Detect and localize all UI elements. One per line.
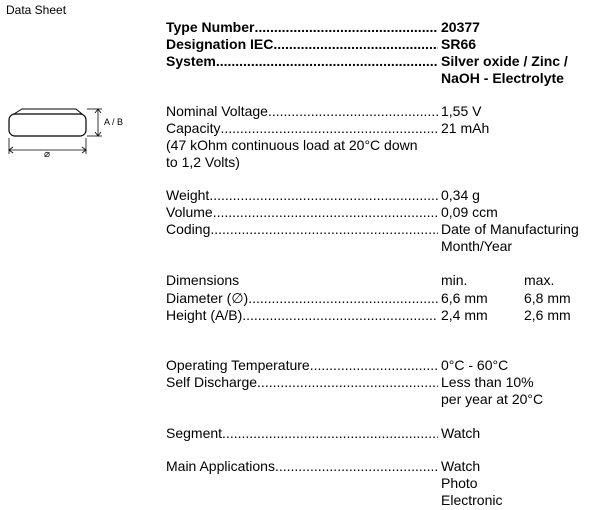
voltage-row bbox=[166, 103, 438, 120]
coding-row bbox=[166, 221, 438, 238]
volume-row bbox=[166, 204, 438, 221]
weight-value: 0,34 g bbox=[441, 187, 480, 203]
coding-label: Coding bbox=[166, 221, 211, 237]
height-max: 2,6 mm bbox=[524, 307, 571, 323]
coding-value: Date of Manufacturing bbox=[441, 221, 579, 237]
type-number-row bbox=[166, 19, 438, 36]
type-number-value: 20377 bbox=[441, 19, 480, 35]
dimensions-min-header: min. bbox=[441, 272, 468, 288]
battery-diagram bbox=[4, 100, 134, 162]
system-value: Silver oxide / Zinc / bbox=[441, 53, 568, 69]
discharge-label: Self Discharge bbox=[166, 374, 258, 390]
application-item: Watch bbox=[441, 458, 481, 474]
system-row bbox=[166, 53, 438, 70]
voltage-value: 1,55 V bbox=[441, 103, 482, 119]
height-min: 2,4 mm bbox=[441, 307, 488, 323]
application-item: Photo bbox=[441, 475, 478, 491]
voltage-label: Nominal Voltage bbox=[166, 103, 268, 119]
segment-label: Segment bbox=[166, 425, 223, 441]
coding-value-line2: Month/Year bbox=[441, 238, 513, 254]
application-item: Electronic bbox=[441, 492, 503, 508]
applications-label: Main Applications bbox=[166, 458, 275, 474]
system-label: System bbox=[166, 53, 216, 69]
height-label: Height (A/B) bbox=[166, 307, 243, 323]
volume-value: 0,09 ccm bbox=[441, 204, 498, 220]
dimensions-heading: Dimensions bbox=[166, 272, 240, 288]
diameter-min: 6,6 mm bbox=[441, 290, 488, 306]
page-header-title: Data Sheet bbox=[6, 3, 67, 17]
temperature-value: 0°C - 60°C bbox=[441, 357, 509, 373]
temperature-row bbox=[166, 357, 438, 374]
weight-row bbox=[166, 187, 438, 204]
diagram-height-label: A / B bbox=[104, 117, 124, 127]
diameter-row bbox=[166, 290, 438, 307]
diameter-label: Diameter (∅) bbox=[166, 290, 249, 306]
discharge-value: Less than 10% bbox=[441, 374, 534, 390]
diameter-max: 6,8 mm bbox=[524, 290, 571, 306]
weight-label: Weight bbox=[166, 187, 210, 203]
height-row bbox=[166, 307, 438, 324]
discharge-value-line2: per year at 20°C bbox=[441, 391, 544, 407]
segment-value: Watch bbox=[441, 425, 481, 441]
applications-row bbox=[166, 458, 438, 475]
capacity-note-line2: to 1,2 Volts) bbox=[166, 154, 240, 170]
capacity-label: Capacity bbox=[166, 120, 221, 136]
capacity-row bbox=[166, 120, 438, 137]
system-value-line2: NaOH - Electrolyte bbox=[441, 70, 564, 86]
dimensions-max-header: max. bbox=[524, 272, 555, 288]
type-number-label: Type Number bbox=[166, 19, 255, 35]
designation-label: Designation IEC bbox=[166, 36, 274, 52]
designation-value: SR66 bbox=[441, 36, 477, 52]
segment-row bbox=[166, 425, 438, 442]
capacity-value: 21 mAh bbox=[441, 120, 490, 136]
volume-label: Volume bbox=[166, 204, 213, 220]
capacity-note-line1: (47 kOhm continuous load at 20°C down bbox=[166, 137, 418, 153]
temperature-label: Operating Temperature bbox=[166, 357, 310, 373]
diagram-diameter-label: ⌀ bbox=[44, 149, 51, 160]
designation-row bbox=[166, 36, 438, 53]
discharge-row bbox=[166, 374, 438, 391]
